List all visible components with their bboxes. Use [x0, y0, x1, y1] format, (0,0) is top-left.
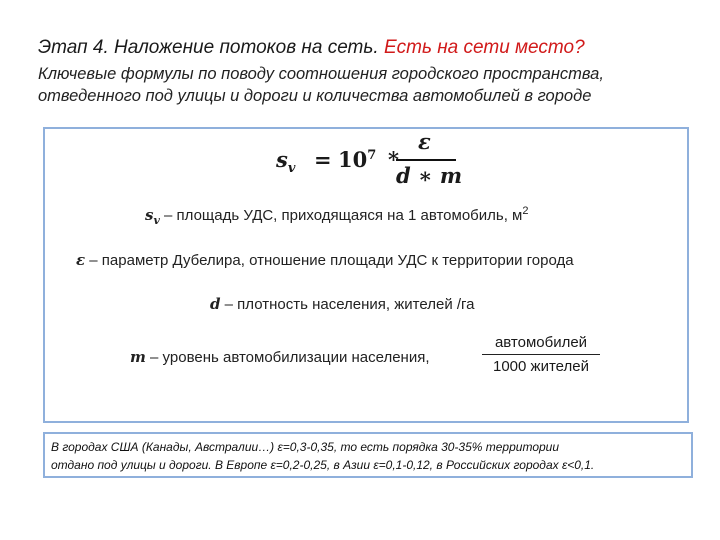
definition-m-fraction — [482, 334, 600, 375]
definition-sv-symbol: s — [145, 206, 154, 224]
fraction-denominator: 1000 жителей — [482, 354, 600, 375]
definition-d-symbol: d — [210, 295, 221, 313]
formula-lhs — [276, 147, 295, 176]
note-line-1: В городах США (Канады, Австралии…) ε=0,3-0,35, то есть порядка 30-35% территории — [51, 440, 560, 454]
definition-m — [130, 348, 430, 366]
definition-sv-sup: 2 — [522, 205, 529, 217]
note-line-2: отдано под улицы и дороги. В Европе ε=0,2-0,25, в Азии ε=0,1-0,12, в Российских городах ε<0,1. — [51, 458, 595, 472]
formula-times: * — [388, 147, 399, 172]
formula-coef-base: 10 — [338, 147, 368, 172]
formula-coef-exp: 7 — [367, 148, 377, 163]
definition-m-symbol: m — [130, 348, 146, 366]
definition-d — [210, 295, 475, 313]
definition-epsilon — [76, 251, 574, 269]
definition-m-text: – уровень автомобилизации населения, — [145, 349, 430, 366]
definition-sv-sub: v — [153, 214, 160, 227]
title-main: Этап 4. Наложение потоков на сеть. — [38, 37, 379, 58]
slide-subtitle — [38, 63, 708, 107]
fraction-numerator: автомобилей — [494, 334, 588, 351]
definition-d-text: – плотность населения, жителей /га — [220, 296, 475, 313]
title-accent: Есть на сети место? — [383, 37, 585, 58]
slide-title — [38, 37, 708, 59]
subtitle-line-2: отведенного под улицы и дороги и количества автомобилей в городе — [38, 87, 592, 105]
formula-lhs-symbol: s — [276, 147, 288, 172]
note-box — [43, 432, 693, 478]
definition-epsilon-symbol: ε — [76, 251, 86, 269]
formula-denominator: d ∗ m — [396, 163, 463, 188]
definition-epsilon-text: – параметр Дубелира, отношение площади УДС к территории города — [85, 252, 574, 269]
formula-fraction-bar — [396, 159, 456, 161]
definition-sv-text: – площадь УДС, приходящаяся на 1 автомобиль, м — [159, 207, 523, 224]
definition-sv — [145, 205, 528, 227]
formula-numerator: ε — [418, 129, 431, 154]
formula-equals: = — [314, 147, 332, 172]
subtitle-line-1: Ключевые формулы по поводу соотношения городского пространства, — [38, 65, 604, 83]
formula-lhs-sub: v — [287, 161, 296, 177]
formula-coef — [338, 147, 376, 172]
